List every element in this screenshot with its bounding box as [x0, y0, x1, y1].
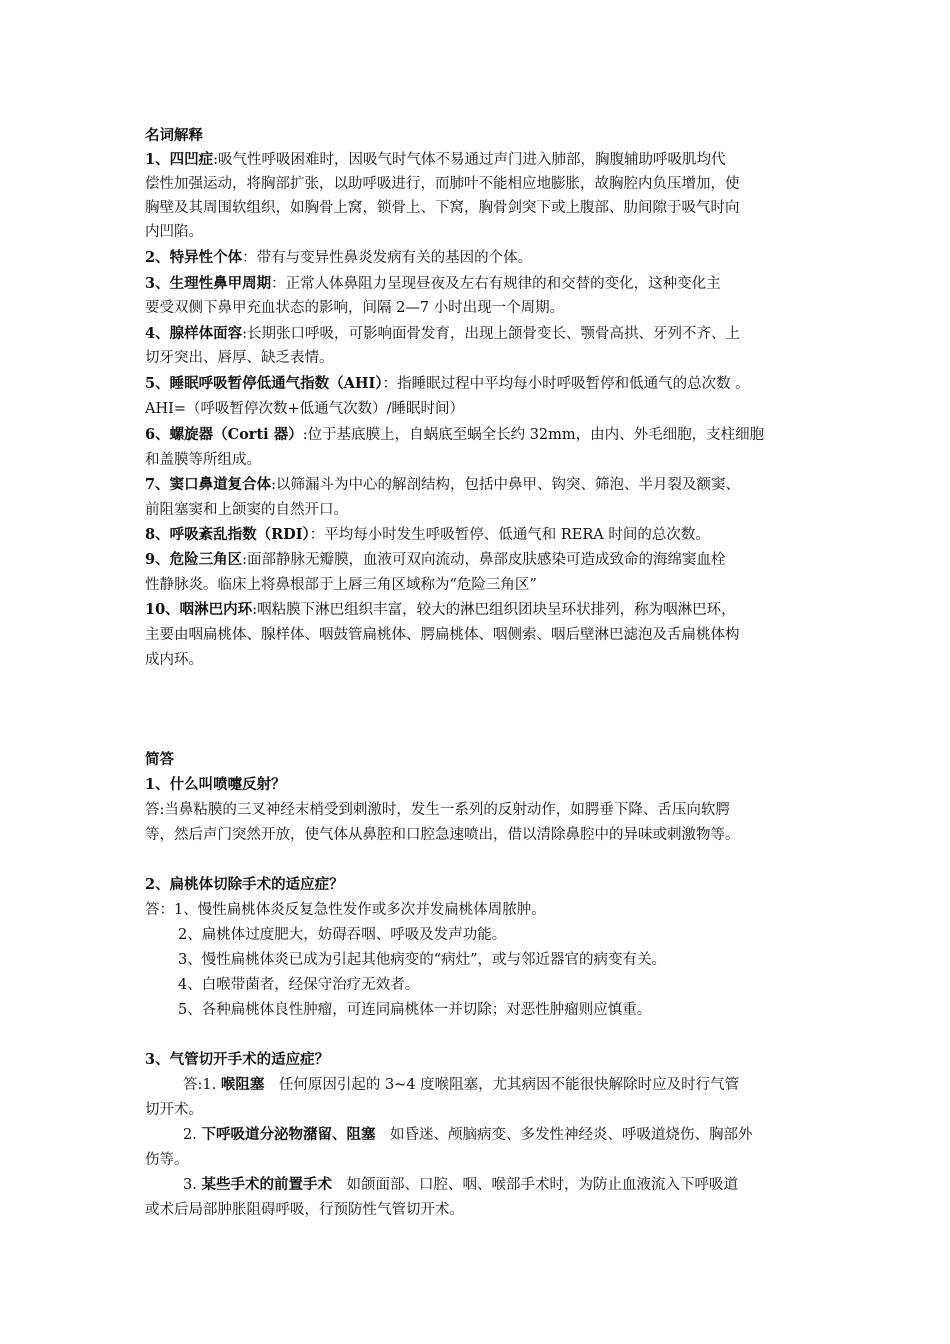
answer-line: 答：1、慢性扁桃体炎反复急性发作或多次并发扁桃体周脓肿。: [145, 902, 546, 918]
paragraph-line: 要受双侧下鼻甲充血状态的影响，间隔 2—7 小时出现一个周期。: [145, 300, 565, 316]
paragraph-line: 6、螺旋器（Corti 器）:位于基底膜上，自蜗底至蜗全长约 32mm，由内、外毛细胞，支柱细胞: [145, 426, 765, 443]
paragraph-line: 9、危险三角区:面部静脉无瓣膜，血液可双向流动，鼻部皮肤感染可造成致命的海绵窦血栓: [145, 551, 726, 568]
answer-line: 伤等。: [145, 1152, 189, 1168]
term: 7、窦口鼻道复合体: [145, 476, 272, 493]
section-title-definitions: 名词解释: [145, 127, 203, 144]
term: 6、螺旋器（Corti 器）: [145, 426, 303, 443]
term: 10、咽淋巴内环: [145, 601, 253, 618]
section-title-short-answer: 简答: [145, 751, 174, 768]
paragraph-line: 前阻塞窦和上颌窦的自然开口。: [145, 502, 348, 518]
paragraph-line: 2、特异性个体：带有与变异性鼻炎发病有关的基因的个体。: [145, 249, 533, 266]
answer-line: 答:当鼻粘膜的三叉神经末梢受到刺激时，发生一系列的反射动作，如腭垂下降、舌压向软腭: [145, 802, 730, 818]
term: 8、呼吸紊乱指数（RDI）: [145, 526, 310, 543]
term: 3、生理性鼻甲周期: [145, 275, 272, 292]
question-3: 3、气管切开手术的适应症？: [145, 1051, 330, 1068]
answer-item: 5、各种扁桃体良性肿瘤，可连同扁桃体一并切除；对恶性肿瘤则应慎重。: [178, 1002, 652, 1018]
paragraph-line: 4、腺样体面容:长期张口呼吸，可影响面骨发育，出现上颌骨变长、颚骨高拱、牙列不齐、上: [145, 325, 740, 342]
paragraph-line: 1、四凹症:吸气性呼吸困难时，因吸气时气体不易通过声门进入肺部，胸腹辅助呼吸肌均代: [145, 151, 726, 168]
paragraph-line: 和盖膜等所组成。: [145, 452, 261, 468]
term: 5、睡眠呼吸暂停低通气指数（AHI）: [145, 375, 383, 392]
term: 喉阻塞: [220, 1076, 265, 1093]
paragraph-line: AHI=（呼吸暂停次数+低通气次数）/睡眠时间）: [145, 401, 465, 417]
paragraph-line: 成内环。: [145, 652, 203, 668]
answer-line: 或术后局部肿胀阻碍呼吸，行预防性气管切开术。: [145, 1202, 464, 1218]
answer-item: 2、扁桃体过度肥大，妨碍吞咽、呼吸及发声功能。: [178, 927, 507, 943]
term: 4、腺样体面容: [145, 325, 243, 342]
answer-item: 4、白喉带菌者，经保守治疗无效者。: [178, 977, 420, 993]
paragraph-line: 切牙突出、唇厚、缺乏表情。: [145, 350, 334, 366]
paragraph-line: 性静脉炎。临床上将鼻根部于上唇三角区域称为“危险三角区”: [145, 577, 537, 593]
question-2: 2、扁桃体切除手术的适应症？: [145, 876, 344, 893]
answer-item: 3、慢性扁桃体炎已成为引起其他病变的“病灶”，或与邻近器官的病变有关。: [178, 952, 667, 968]
paragraph-line: 主要由咽扁桃体、腺样体、咽鼓管扁桃体、腭扁桃体、咽侧索、咽后壁淋巴滤泡及舌扁桃体构: [145, 627, 740, 643]
answer-item: 2. 下呼吸道分泌物潴留、阻塞 如昏迷、颅脑病变、多发性神经炎、呼吸道烧伤、胸部外: [183, 1126, 753, 1143]
paragraph-line: 胸壁及其周围软组织，如胸骨上窝，锁骨上、下窝，胸骨剑突下或上腹部、肋间隙于吸气时向: [145, 200, 740, 216]
answer-item: 3. 某些手术的前置手术 如颌面部、口腔、咽、喉部手术时，为防止血液流入下呼吸道: [183, 1176, 738, 1193]
paragraph-line: 10、咽淋巴内环:咽粘膜下淋巴组织丰富，较大的淋巴组织团块呈环状排列，称为咽淋巴环，: [145, 601, 736, 618]
term: 2、特异性个体: [145, 249, 243, 266]
paragraph-line: 3、生理性鼻甲周期：正常人体鼻阻力呈现昼夜及左右有规律的和交替的变化，这种变化主: [145, 275, 721, 292]
paragraph-line: 内凹陷。: [145, 224, 203, 240]
term: 1、四凹症: [145, 151, 214, 168]
paragraph-line: 5、睡眠呼吸暂停低通气指数（AHI）：指睡眠过程中平均每小时呼吸暂停和低通气的总次数 。: [145, 375, 750, 392]
question-1: 1、什么叫喷嚏反射？: [145, 776, 286, 793]
paragraph-line: 8、呼吸紊乱指数（RDI）：平均每小时发生呼吸暂停、低通气和 RERA 时间的总次数。: [145, 526, 710, 543]
term: 下呼吸道分泌物潴留、阻塞: [201, 1126, 376, 1143]
answer-item: 答:1. 喉阻塞 任何原因引起的 3~4 度喉阻塞，尤其病因不能很快解除时应及时行气管: [183, 1076, 740, 1093]
term: 9、危险三角区: [145, 551, 243, 568]
paragraph-line: 偿性加强运动，将胸部扩张，以助呼吸进行，而肺叶不能相应地膨胀，故胸腔内负压增加，使: [145, 176, 740, 192]
term: 某些手术的前置手术: [201, 1176, 332, 1193]
answer-line: 等，然后声门突然开放，使气体从鼻腔和口腔急速喷出，借以清除鼻腔中的异味或刺激物等。: [145, 827, 740, 843]
paragraph-line: 7、窦口鼻道复合体:以筛漏斗为中心的解剖结构，包括中鼻甲、钩突、筛泡、半月裂及额窦、: [145, 476, 740, 493]
answer-line: 切开术。: [145, 1102, 203, 1118]
